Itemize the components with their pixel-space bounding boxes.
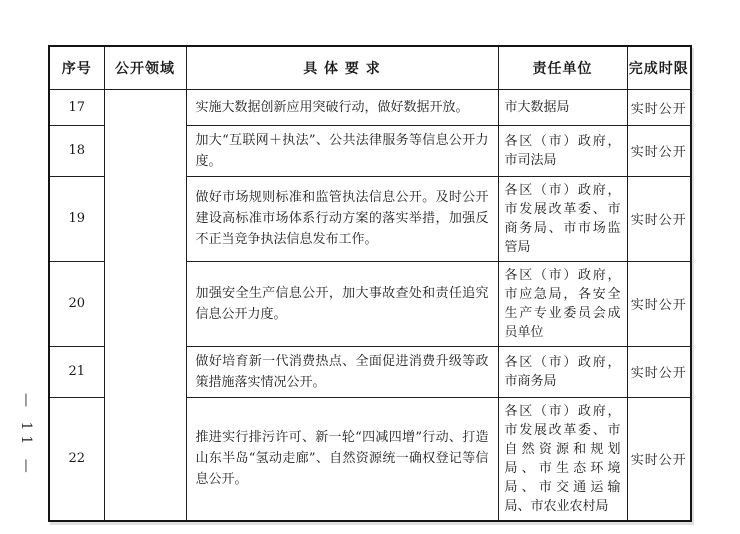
cell-unit: 各区（市）政府，市发展改革委、市自然资源和规划局、市生态环境局、市交通运输局、市农业农村局 bbox=[498, 397, 627, 521]
header-row bbox=[49, 46, 691, 89]
cell-requirement: 加强安全生产信息公开，加大事故查处和责任追究信息公开力度。 bbox=[186, 261, 498, 346]
cell-requirement: 实施大数据创新应用突破行动，做好数据开放。 bbox=[186, 89, 498, 125]
cell-deadline: 实时公开 bbox=[627, 125, 691, 176]
cell-serial: 22 bbox=[49, 397, 104, 521]
header-disclosure-field: 公开领域 bbox=[104, 46, 186, 89]
cell-serial: 17 bbox=[49, 89, 104, 125]
cell-serial: 21 bbox=[49, 346, 104, 397]
cell-unit: 各区（市）政府，市商务局 bbox=[498, 346, 627, 397]
cell-serial: 20 bbox=[49, 261, 104, 346]
header-serial-number: 序号 bbox=[49, 46, 104, 89]
page-number-vertical: — 11 — bbox=[18, 393, 34, 478]
cell-requirement: 做好市场规则标准和监管执法信息公开。及时公开建设高标准市场体系行动方案的落实举措，加强反不正当竞争执法信息发布工作。 bbox=[186, 176, 498, 261]
cell-deadline: 实时公开 bbox=[627, 89, 691, 125]
cell-unit: 各区（市）政府，市司法局 bbox=[498, 125, 627, 176]
cell-deadline: 实时公开 bbox=[627, 397, 691, 521]
header-responsible-unit: 责任单位 bbox=[498, 46, 627, 89]
cell-field-merged bbox=[104, 89, 186, 521]
table-row bbox=[49, 89, 691, 125]
cell-deadline: 实时公开 bbox=[627, 261, 691, 346]
cell-serial: 18 bbox=[49, 125, 104, 176]
cell-requirement: 做好培育新一代消费热点、全面促进消费升级等政策措施落实情况公开。 bbox=[186, 346, 498, 397]
cell-unit: 市大数据局 bbox=[498, 89, 627, 125]
cell-unit: 各区（市）政府，市发展改革委、市商务局、市市场监管局 bbox=[498, 176, 627, 261]
cell-serial: 19 bbox=[49, 176, 104, 261]
cell-deadline: 实时公开 bbox=[627, 176, 691, 261]
cell-unit: 各区（市）政府，市应急局，各安全生产专业委员会成员单位 bbox=[498, 261, 627, 346]
disclosure-task-table bbox=[48, 45, 692, 522]
header-completion-deadline: 完成时限 bbox=[627, 46, 691, 89]
header-specific-requirements: 具 体 要 求 bbox=[186, 46, 498, 89]
cell-requirement: 推进实行排污许可、新一轮“四减四增”行动、打造山东半岛“氢动走廊”、自然资源统一确权登记等信息公开。 bbox=[186, 397, 498, 521]
cell-deadline: 实时公开 bbox=[627, 346, 691, 397]
cell-requirement: 加大“互联网＋执法”、公共法律服务等信息公开力度。 bbox=[186, 125, 498, 176]
